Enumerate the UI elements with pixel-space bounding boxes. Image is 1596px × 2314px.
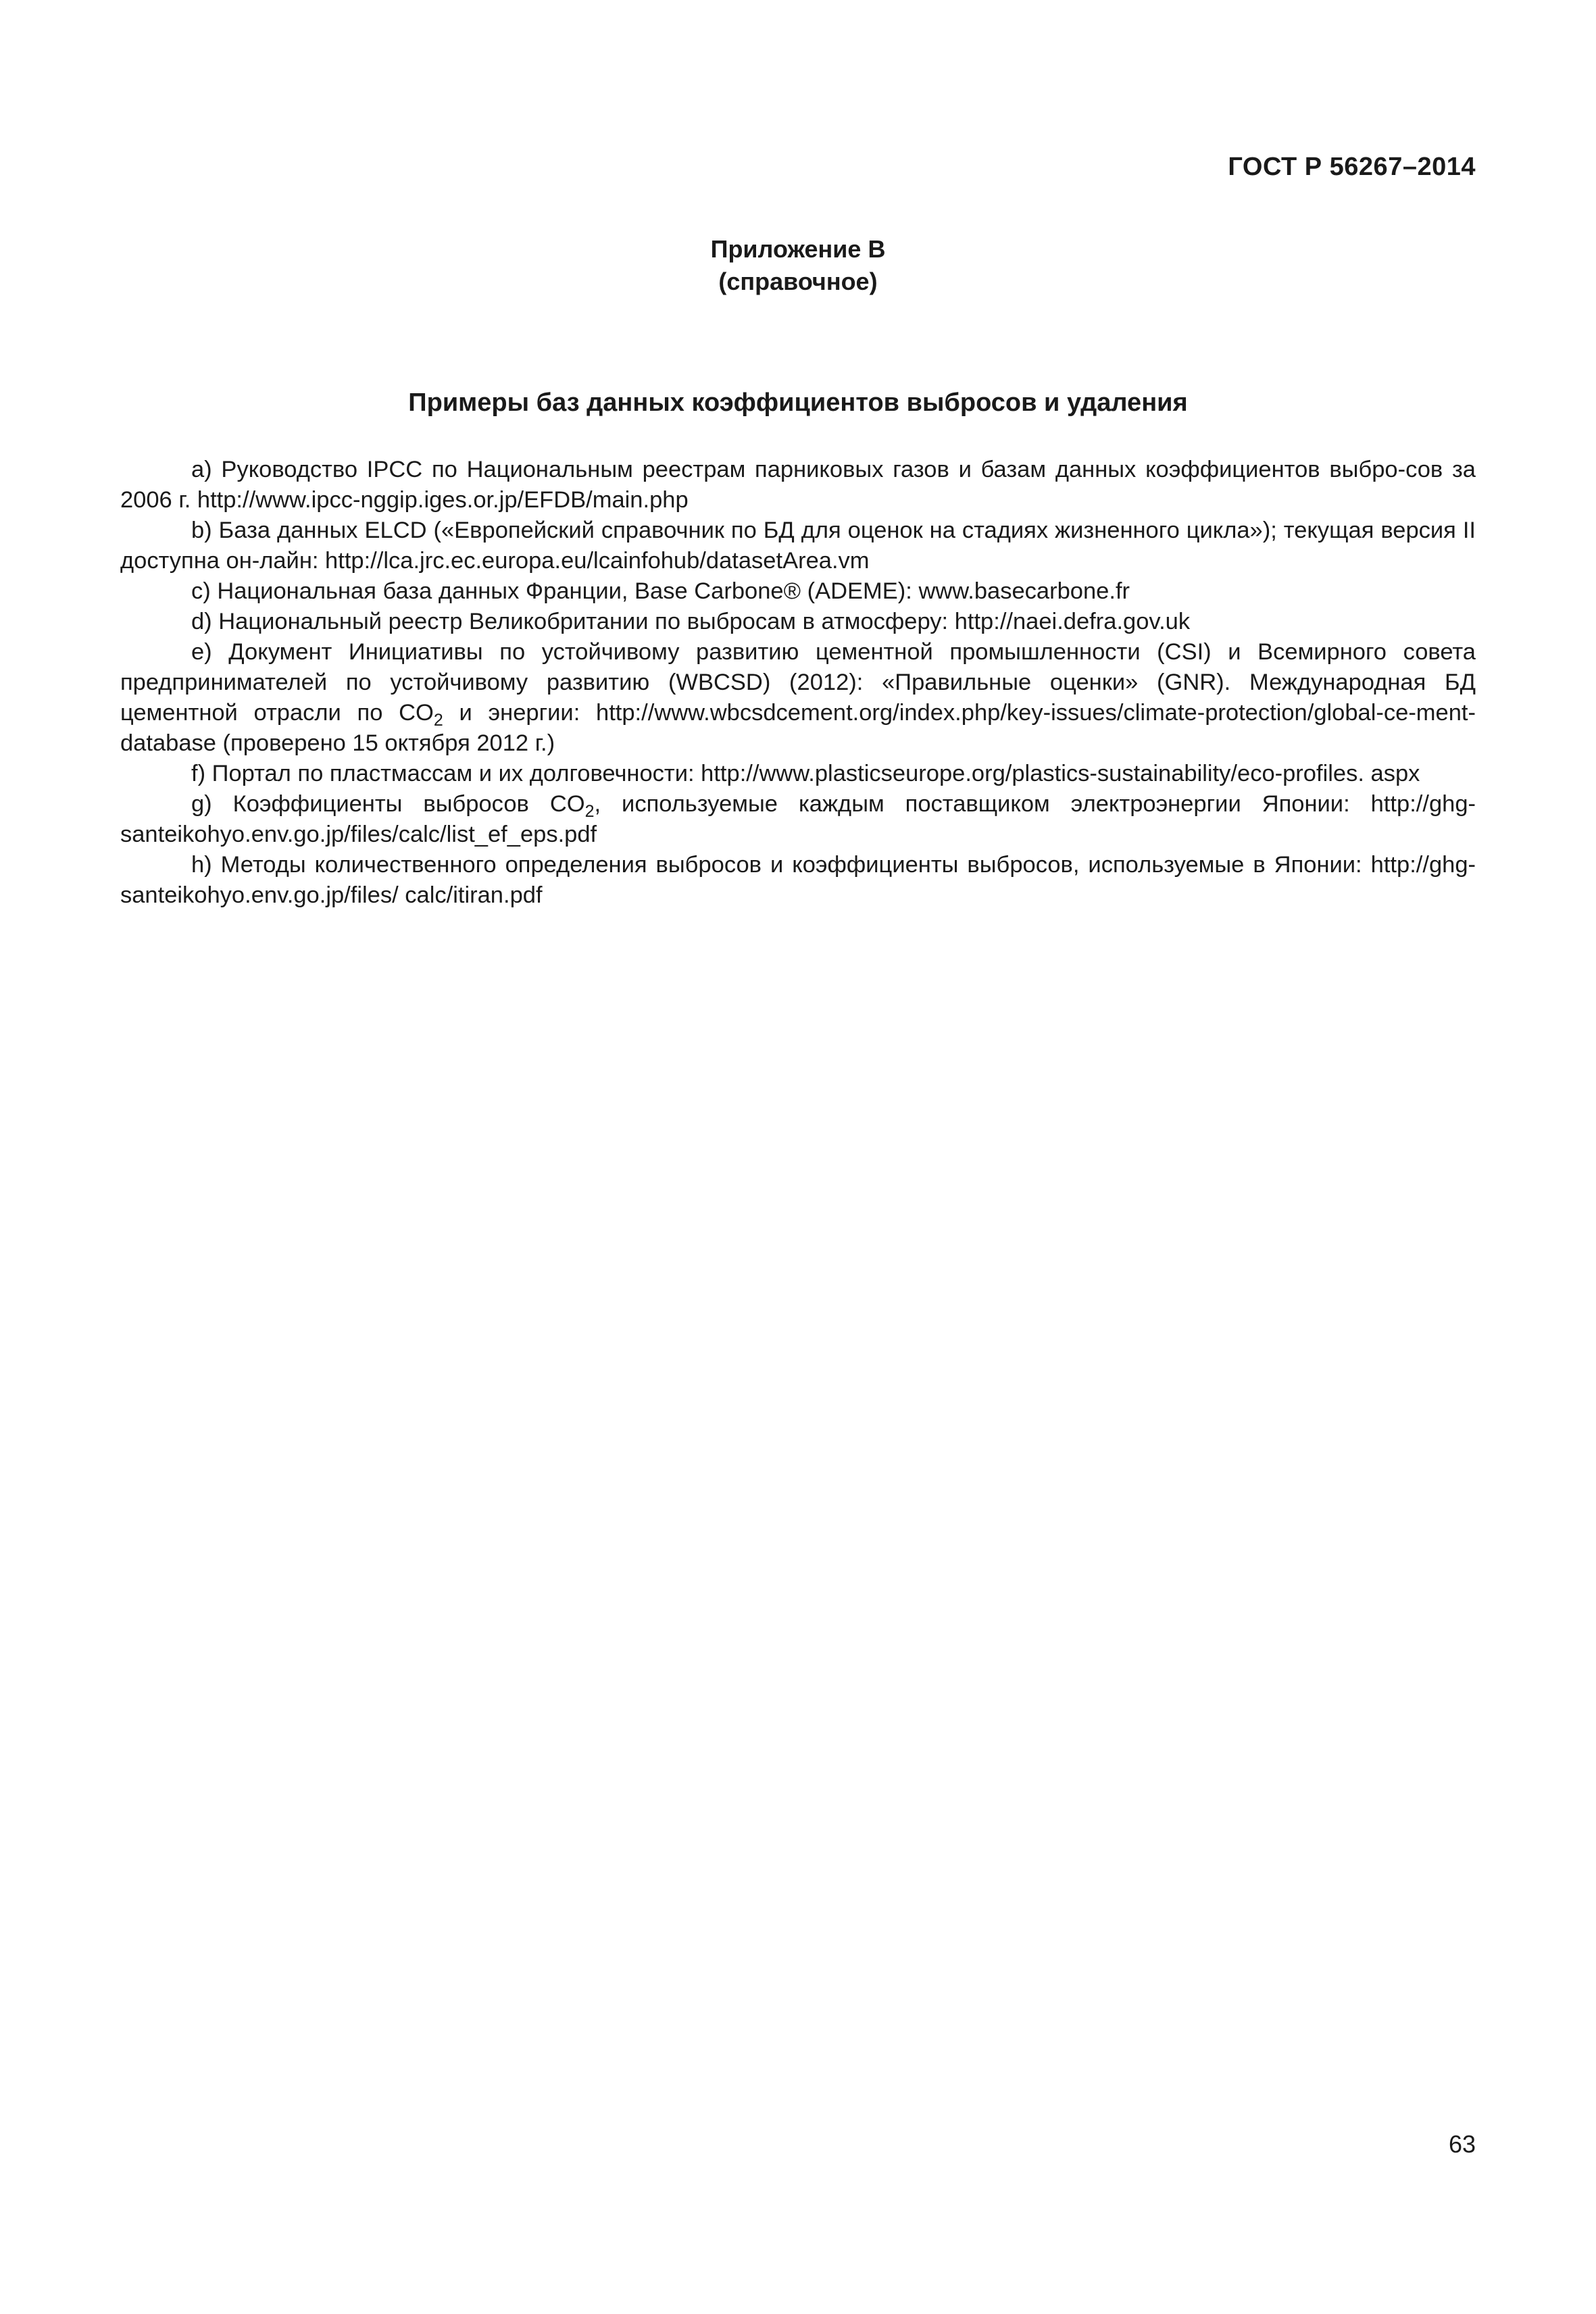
list-item-e-subscript: 2 (433, 711, 443, 730)
document-code: ГОСТ Р 56267–2014 (1228, 153, 1476, 181)
list-item-a: a) Руководство IPCC по Национальным реестрам парниковых газов и базам данных коэффициентов выбро-сов за 2006 г. http://www.ipcc-nggip.iges.or.jp/EFDB/main.php (120, 457, 1476, 513)
list-item-g (120, 789, 1476, 850)
list-item-g-text-start: g) Коэффициенты выбросов CO (191, 791, 585, 817)
appendix-type: (справочное) (718, 268, 878, 295)
list-item-g-subscript: 2 (584, 802, 595, 821)
list-item-e-text-end: и энергии: http://www.wbcsdcement.org/index.php/key-issues/climate-protection/global-ce-ment-database (проверено 15 октября 2012 г.) (120, 700, 1476, 756)
appendix-heading (0, 233, 1596, 298)
section-title: Примеры баз данных коэффициентов выбросов и удаления (408, 388, 1188, 417)
list-item-b: b) База данных ELCD («Европейский справочник по БД для оценок на стадиях жизненного цикла»); текущая версия II доступна он-лайн: http://lca.jrc.ec.europa.eu/lcainfohub/datasetArea.vm (120, 518, 1476, 574)
list-item-c: c) Национальная база данных Франции, Base Carbone® (ADEME): www.basecarbone.fr (191, 578, 1130, 604)
list-item-h: h) Методы количественного определения выбросов и коэффициенты выбросов, используемые в Японии: http://ghg-santeikohyo.env.go.jp/files/ calc/itiran.pdf (120, 852, 1476, 908)
appendix-title: Приложение В (710, 235, 886, 263)
list-item-e (120, 637, 1476, 759)
reference-list (120, 455, 1476, 911)
list-item-e-text-start: e) Документ Инициативы по устойчивому развитию цементной промышленности (CSI) и Всемирного совета предпринимателей по устойчивому развитию (WBCSD) (2012): «Правильные оценки» (GNR). Международная БД цементной отрасли по CO (120, 639, 1476, 726)
page-number: 63 (1448, 2130, 1476, 2158)
list-item-d: d) Национальный реестр Великобритании по выбросам в атмосферу: http://naei.defra.gov.uk (191, 609, 1191, 634)
list-item-f: f) Портал по пластмассам и их долговечности: http://www.plasticseurope.org/plastics-sustainability/eco-profiles. aspx (191, 761, 1420, 786)
list-item-g-text-end: , используемые каждым поставщиком электроэнергии Японии: http://ghg-santeikohyo.env.go.jp/files/calc/list_ef_eps.pdf (120, 791, 1476, 847)
